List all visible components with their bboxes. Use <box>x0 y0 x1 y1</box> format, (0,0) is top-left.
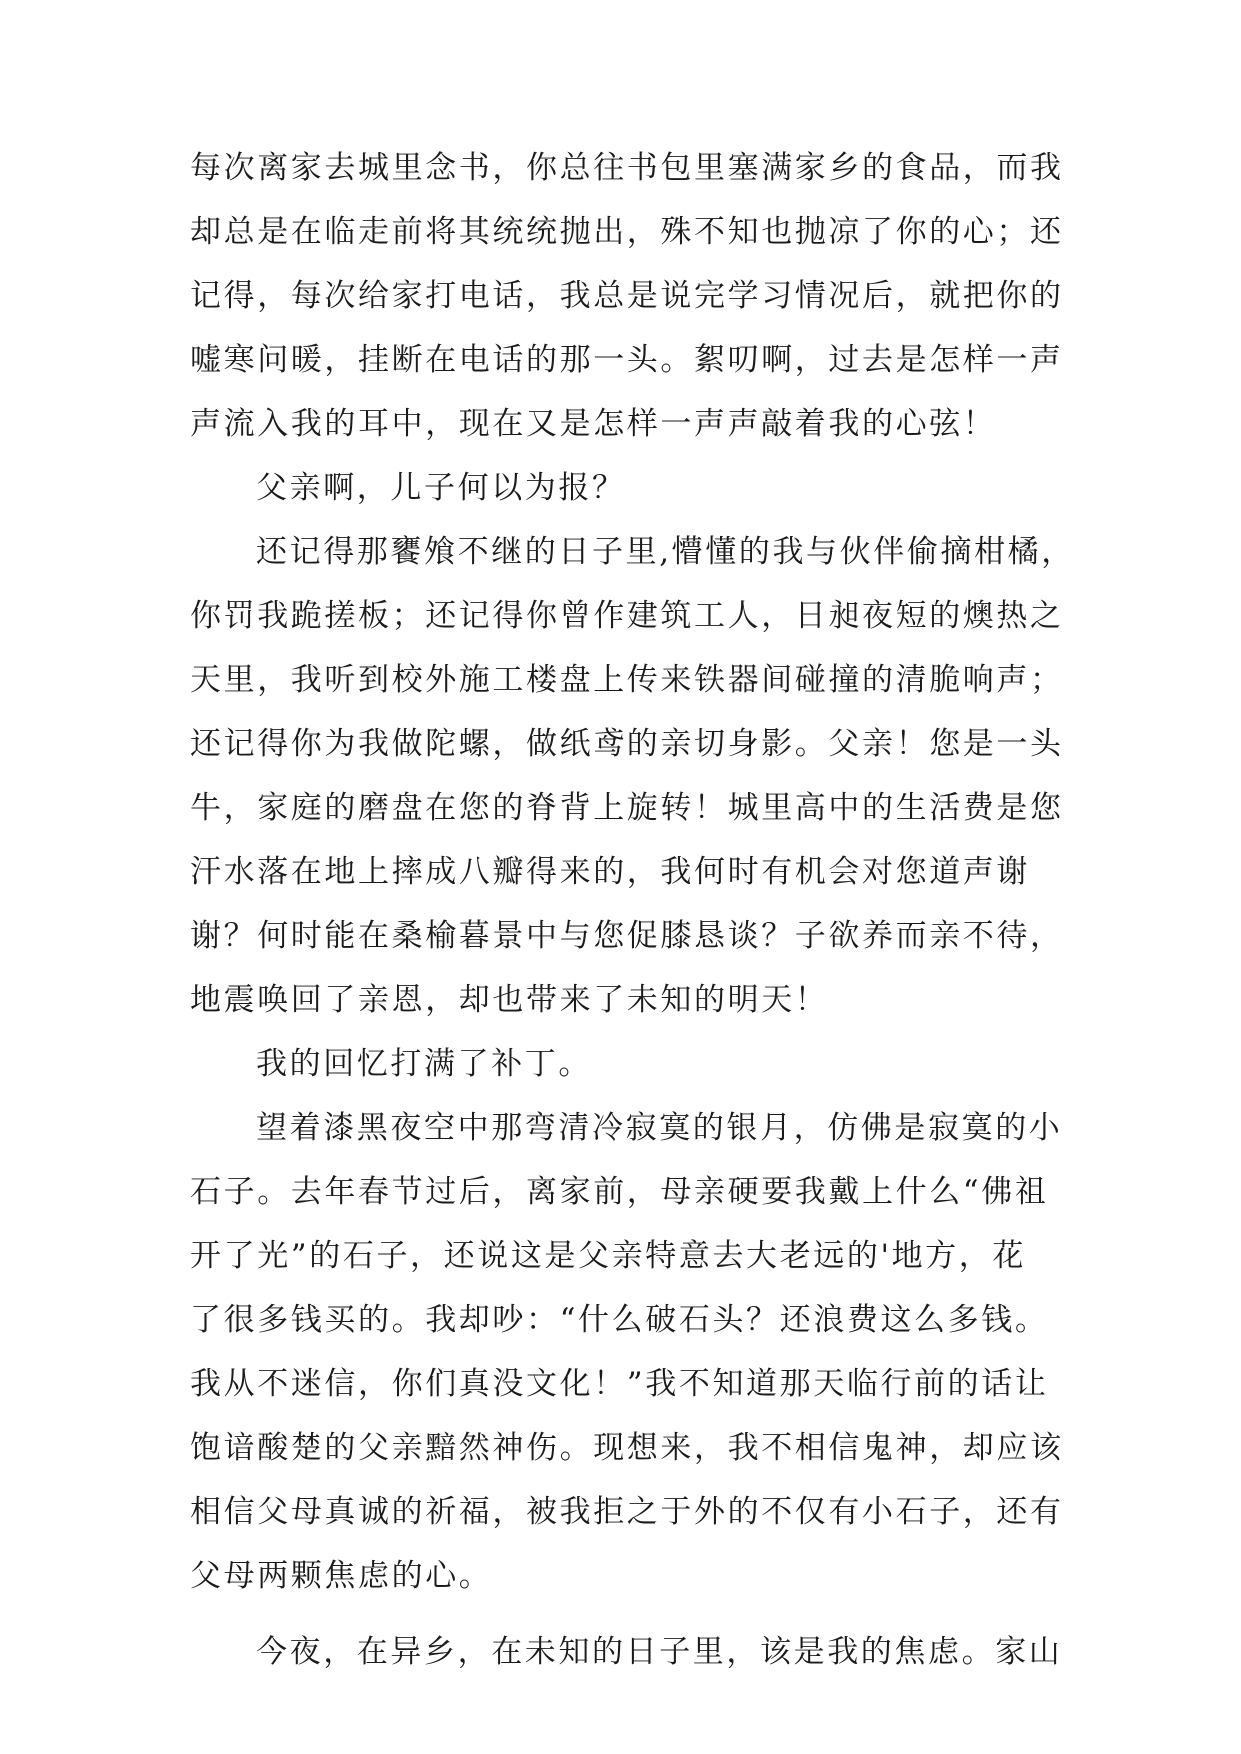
text-line: 却总是在临走前将其统统抛出，殊不知也抛凉了你的心；还 <box>190 214 1064 250</box>
text-line: 相信父母真诚的祈福，被我拒之于外的不仅有小石子，还有 <box>190 1494 1064 1530</box>
text-line: 饱谙酸楚的父亲黯然神伤。现想来，我不相信鬼神，却应该 <box>190 1430 1064 1466</box>
text-line: 地震唤回了亲恩，却也带来了未知的明天！ <box>190 982 829 1018</box>
text-line: 石子。去年春节过后，离家前，母亲硬要我戴上什么“佛祖 <box>190 1174 1049 1210</box>
text-line: 了很多钱买的。我却吵：“什么破石头？还浪费这么多钱。 <box>190 1302 1049 1338</box>
text-line: 记得，每次给家打电话，我总是说完学习情况后，就把你的 <box>190 278 1064 314</box>
text-line: 声流入我的耳中，现在又是怎样一声声敲着我的心弦！ <box>190 406 997 442</box>
paragraph-first-line: 还记得那饔飧不继的日子里,懵懂的我与伙伴偷摘柑橘， <box>256 534 1075 570</box>
text-line: 嘘寒问暖，挂断在电话的那一头。絮叨啊，过去是怎样一声 <box>190 342 1064 378</box>
text-line: 开了光”的石子，还说这是父亲特意去大老远的'地方，花 <box>190 1238 1026 1274</box>
text-line: 每次离家去城里念书，你总往书包里塞满家乡的食品，而我 <box>190 150 1064 186</box>
text-line: 你罚我跪搓板；还记得你曾作建筑工人，日昶夜短的燠热之 <box>190 598 1064 634</box>
text-line: 我从不迷信，你们真没文化！”我不知道那天临行前的话让 <box>190 1366 1049 1402</box>
text-line: 父母两颗焦虑的心。 <box>190 1558 493 1594</box>
paragraph-first-line: 我的回忆打满了补丁。 <box>256 1046 592 1082</box>
text-line: 谢？何时能在桑榆暮景中与您促膝恳谈？子欲养而亲不待， <box>190 918 1064 954</box>
text-line: 汗水落在地上摔成八瓣得来的，我何时有机会对您道声谢 <box>190 854 1030 890</box>
paragraph-first-line: 父亲啊，儿子何以为报？ <box>256 470 626 506</box>
text-line: 牛，家庭的磨盘在您的脊背上旋转！城里高中的生活费是您 <box>190 790 1064 826</box>
paragraph-first-line: 今夜，在异乡，在未知的日子里，该是我的焦虑。家山 <box>256 1634 1063 1670</box>
paragraph-first-line: 望着漆黑夜空中那弯清冷寂寞的银月，仿佛是寂寞的小 <box>256 1110 1063 1146</box>
text-line: 天里，我听到校外施工楼盘上传来铁器间碰撞的清脆响声； <box>190 662 1064 698</box>
text-line: 还记得你为我做陀螺，做纸鸢的亲切身影。父亲！您是一头 <box>190 726 1064 762</box>
